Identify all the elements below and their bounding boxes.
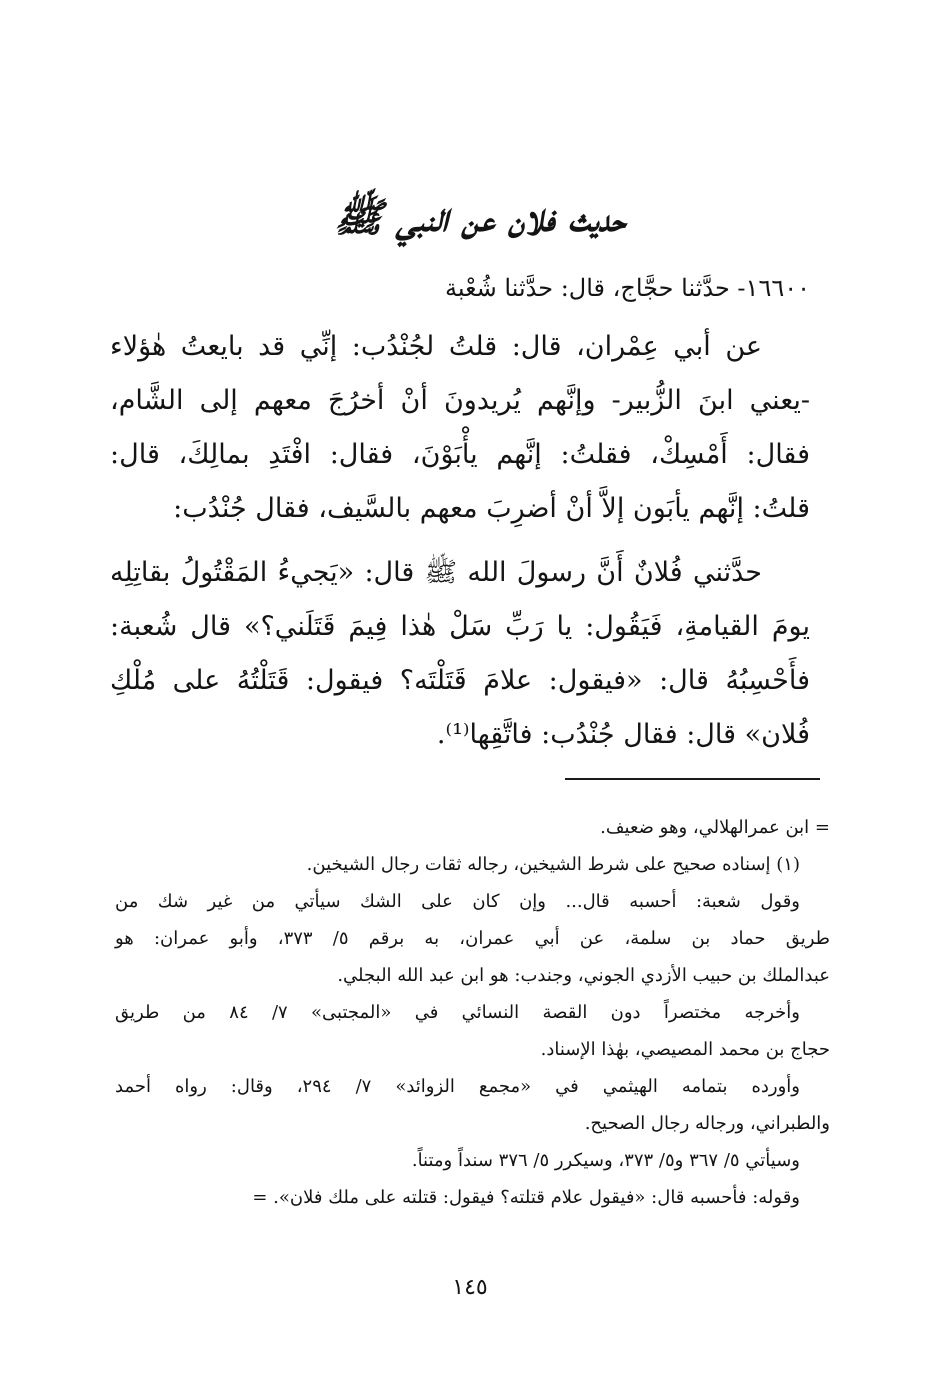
footnote-line: حجاج بن محمد المصيصي، بهٰذا الإسناد. [540,1039,830,1060]
footnote-line: وقول شعبة: أحسبه قال... وإن كان على الشك سيأتي من غير شك من [115,891,800,912]
paragraph-gap [110,536,810,546]
isnad-line: ١٦٦٠٠- حدَّثنا حجَّاج، قال: حدَّثنا شُعْبة [444,274,810,302]
text-line: يومَ القيامةِ، فَيَقُول: يا رَبِّ سَلْ هٰذا فِيمَ قَتَلَني؟» قال شُعبة: [110,611,810,642]
text-line: -يعني ابنَ الزُّبير- وإنَّهم يُريدونَ أنْ أخرُجَ معهم إلى الشَّام، [110,385,810,416]
main-paragraph [110,546,810,762]
footnote-line: والطبراني، ورجاله رجال الصحيح. [584,1113,830,1134]
footnote-line: وأخرجه مختصراً دون القصة النسائي في «المجتبى» ٧/ ٨٤ من طريق [115,1002,800,1023]
text-line: فأَحْسِبُهُ قال: «فيقول: علامَ قَتَلْتَه؟ فيقول: قَتَلْتُهُ على مُلْكِ [110,665,810,696]
text-line: قلتُ: إنَّهم يأبَون إلاَّ أنْ أضرِبَ معهم بالسَّيف، فقال جُنْدُب: [173,493,810,524]
footnote-line: وأورده بتمامه الهيثمي في «مجمع الزوائد» ٧/ ٢٩٤، وقال: رواه أحمد [115,1076,800,1097]
footnote-line: وقوله: فأحسبه قال: «فيقول علام قتلته؟ فيقول: قتلته على ملك فلان». = [252,1187,800,1208]
text-line: فُلان» قال: فقال جُنْدُب: فاتَّقِها⁽¹⁾. [436,719,810,750]
page-number: ١٤٥ [452,1275,488,1300]
footnote-line: عبدالملك بن حبيب الأزدي الجوني، وجندب: هو ابن عبد الله البجلي. [337,965,830,986]
main-paragraph [110,320,810,536]
footnote-line: (١) إسناده صحيح على شرط الشيخين، رجاله ثقات رجال الشيخين. [306,854,800,875]
text-line: حدَّثني فُلانٌ أَنَّ رسولَ الله ﷺ قال: «يَجيءُ المَقْتُولُ بقاتِلِه [110,557,762,588]
footnote-line: وسيأتي ٥/ ٣٦٧ و٥/ ٣٧٣، وسيكرر ٥/ ٣٧٦ سنداً ومتناً. [411,1150,800,1171]
main-text [110,320,810,762]
text-line: فقال: أَمْسِكْ، فقلتُ: إنَّهم يأْبَوْنَ، فقال: افْتَدِ بمالِكَ، قال: [110,439,810,470]
footnote-line: طريق حماد بن سلمة، عن أبي عمران، به برقم ٥/ ٣٧٣، وأبو عمران: هو [115,928,830,949]
footnote-separator [565,778,820,780]
footnotes [115,809,830,1216]
chapter-title: حديث فلان عن النبي ﷺ [334,194,626,241]
footnote-line: = ابن عمرالهلالي، وهو ضعيف. [600,817,830,838]
text-line: عن أبي عِمْران، قال: قلتُ لجُنْدُب: إنِّي قد بايعتُ هٰؤلاء [110,331,762,362]
